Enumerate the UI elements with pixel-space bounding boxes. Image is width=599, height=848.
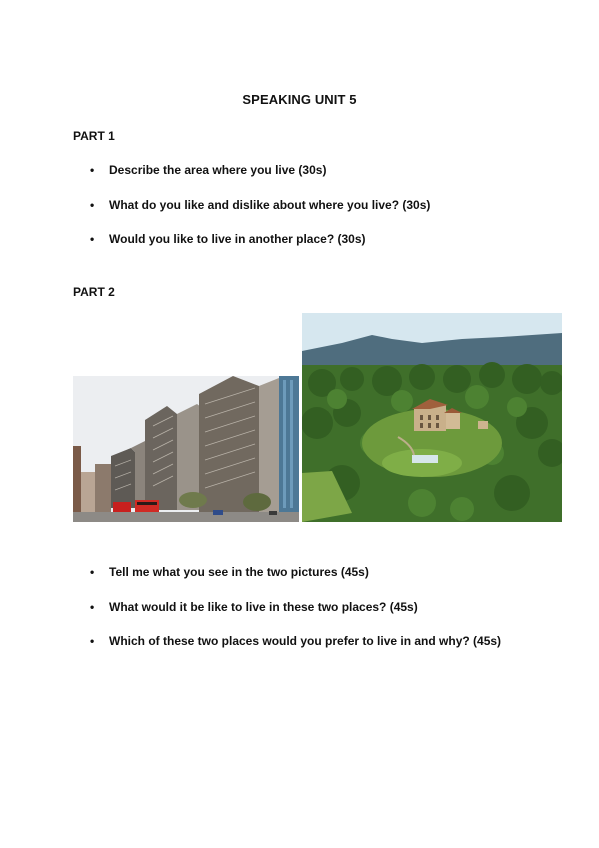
city-apartment-buildings-photo xyxy=(73,376,299,522)
question-text: What do you like and dislike about where you live? (30s) xyxy=(109,197,431,212)
part1-question xyxy=(90,232,430,267)
question-text: Which of these two places would you prefer to live in and why? (45s) xyxy=(109,634,502,648)
question-text: Would you like to live in another place? (30s) xyxy=(109,232,366,246)
countryside-villa-forest-photo xyxy=(302,313,562,522)
part1-question xyxy=(90,163,430,198)
part1-question xyxy=(90,198,430,233)
part2-heading: PART 2 xyxy=(73,285,115,299)
part1-heading: PART 1 xyxy=(73,129,115,143)
bullet-icon: • xyxy=(90,163,95,177)
part2-question xyxy=(90,565,501,600)
bullet-icon: • xyxy=(90,565,95,579)
bullet-icon: • xyxy=(90,197,95,212)
part2-question-list xyxy=(90,565,501,669)
bullet-icon: • xyxy=(90,599,95,614)
document-title: SPEAKING UNIT 5 xyxy=(242,92,357,107)
part1-question-list xyxy=(90,163,430,267)
question-text: What would it be like to live in these two places? (45s) xyxy=(109,599,418,614)
part2-question xyxy=(90,634,501,669)
question-text: Describe the area where you live (30s) xyxy=(109,163,327,177)
part2-question xyxy=(90,600,501,635)
question-text: Tell me what you see in the two pictures (45s) xyxy=(109,565,369,579)
bullet-icon: • xyxy=(90,232,95,246)
bullet-icon: • xyxy=(90,634,95,648)
